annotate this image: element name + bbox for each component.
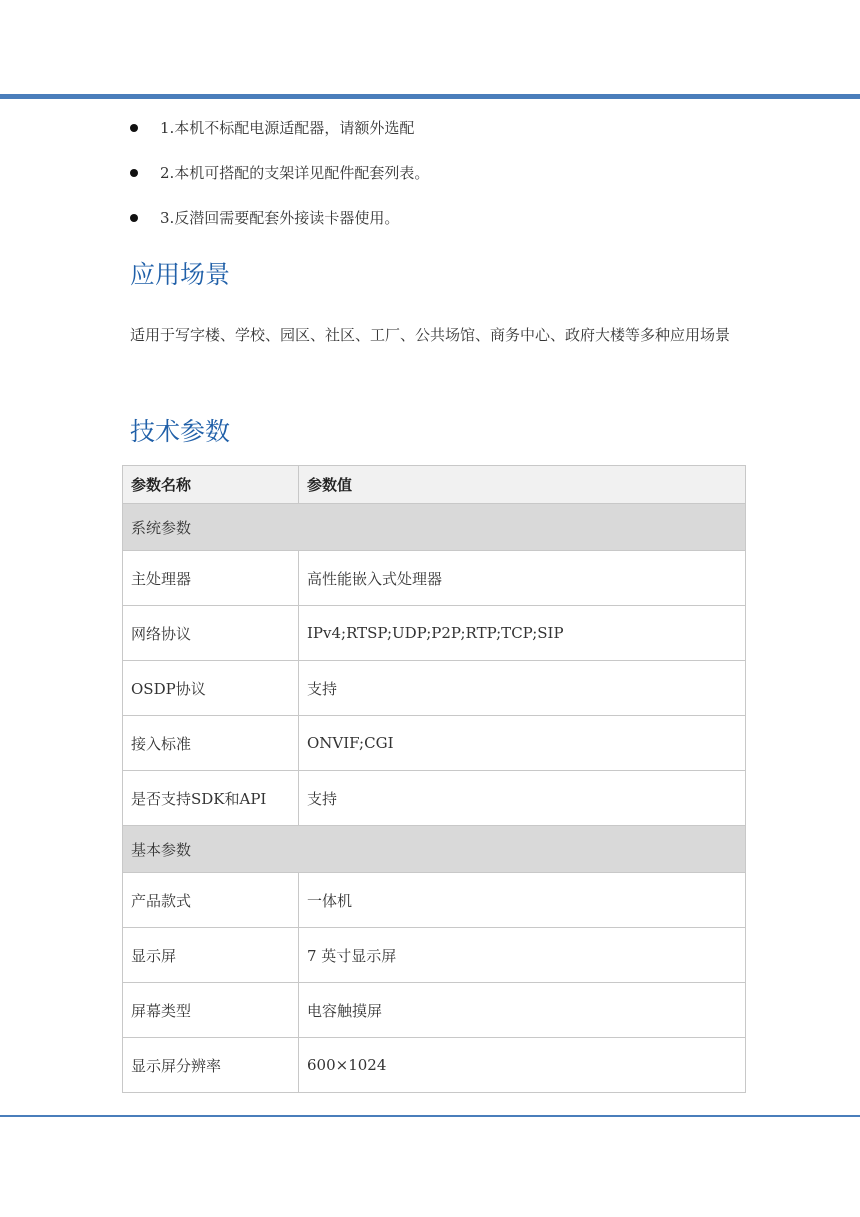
table-row — [123, 1038, 746, 1093]
param-value: 高性能嵌入式处理器 — [299, 551, 746, 606]
param-name: OSDP协议 — [123, 661, 299, 716]
param-value: 电容触摸屏 — [299, 983, 746, 1038]
tech-heading: 技术参数 — [130, 417, 231, 446]
bullet-icon — [130, 169, 138, 177]
param-name: 网络协议 — [123, 606, 299, 661]
table-row — [123, 551, 746, 606]
param-value: 支持 — [299, 771, 746, 826]
param-name: 主处理器 — [123, 551, 299, 606]
params-table — [122, 465, 746, 1093]
param-value: 一体机 — [299, 873, 746, 928]
list-item — [130, 202, 429, 247]
param-name: 接入标准 — [123, 716, 299, 771]
note-text: 1.本机不标配电源适配器，请额外选配 — [160, 119, 415, 137]
table-row — [123, 873, 746, 928]
table-row — [123, 716, 746, 771]
table-header-row — [123, 466, 746, 504]
note-text: 2.本机可搭配的支架详见配件配套列表。 — [160, 164, 430, 182]
table-row — [123, 606, 746, 661]
header-param-value: 参数值 — [299, 466, 746, 504]
table-row — [123, 983, 746, 1038]
section-row — [123, 504, 746, 551]
table-row — [123, 771, 746, 826]
param-name: 屏幕类型 — [123, 983, 299, 1038]
list-item — [130, 112, 429, 157]
param-value: 600×1024 — [299, 1038, 746, 1093]
scenes-heading: 应用场景 — [130, 260, 231, 289]
note-text: 3.反潜回需要配套外接读卡器使用。 — [160, 209, 400, 227]
param-name: 显示屏分辨率 — [123, 1038, 299, 1093]
bullet-icon — [130, 124, 138, 132]
header-rule — [0, 94, 860, 99]
header-param-name: 参数名称 — [123, 466, 299, 504]
param-name: 是否支持SDK和API — [123, 771, 299, 826]
param-value: 支持 — [299, 661, 746, 716]
scenes-text: 适用于写字楼、学校、园区、社区、工厂、公共场馆、商务中心、政府大楼等多种应用场景 — [130, 326, 731, 344]
section-title: 基本参数 — [123, 826, 746, 873]
notes-list — [130, 112, 429, 247]
param-name: 产品款式 — [123, 873, 299, 928]
table-row — [123, 928, 746, 983]
table-row — [123, 661, 746, 716]
param-value: IPv4;RTSP;UDP;P2P;RTP;TCP;SIP — [299, 606, 746, 661]
list-item — [130, 157, 429, 202]
footer-rule — [0, 1115, 860, 1117]
section-title: 系统参数 — [123, 504, 746, 551]
param-name: 显示屏 — [123, 928, 299, 983]
param-value: 7 英寸显示屏 — [299, 928, 746, 983]
param-value: ONVIF;CGI — [299, 716, 746, 771]
section-row — [123, 826, 746, 873]
bullet-icon — [130, 214, 138, 222]
